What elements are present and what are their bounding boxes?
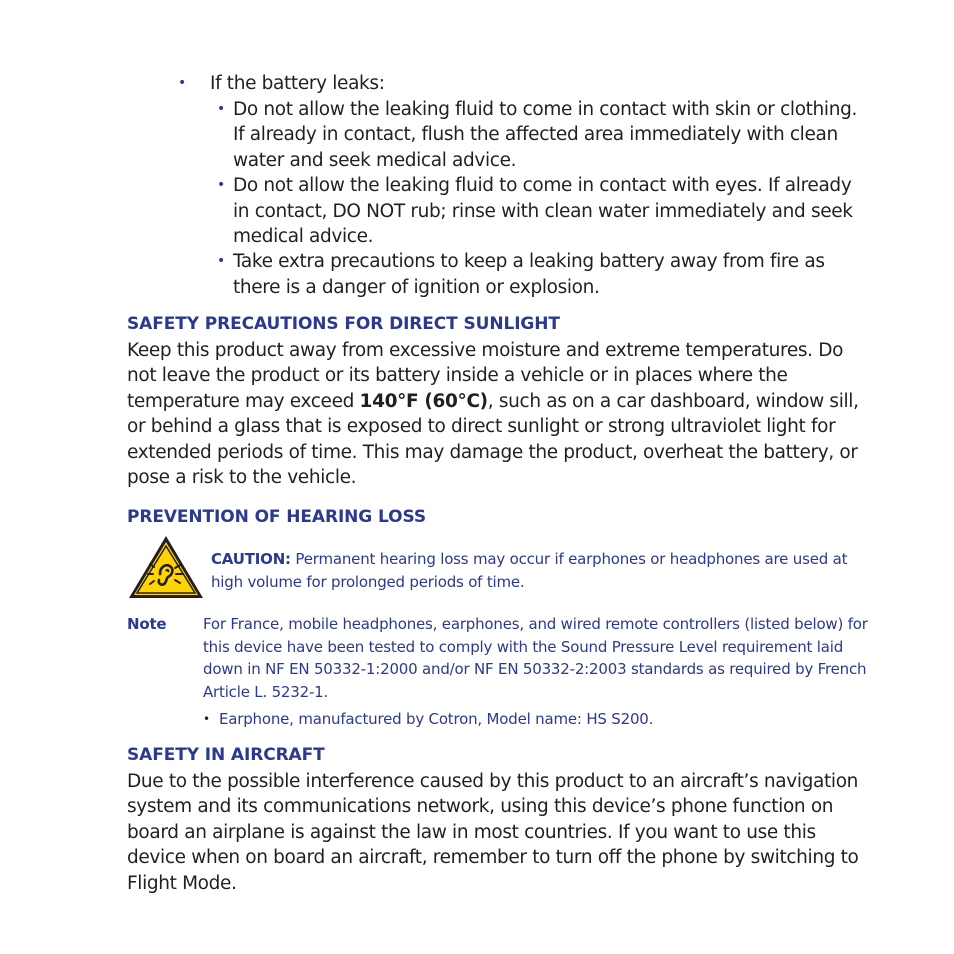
section-heading-hearing: PREVENTION OF HEARING LOSS bbox=[127, 507, 426, 527]
list-item bbox=[217, 173, 867, 249]
note-text: For France, mobile headphones, earphones, and wired remote controllers (listed below) for this device have been tested to comply with the Sound Pressure Level requirement laid down in NF EN 50332-1:2000 and/or NF EN 50332-2:2003 standards as required by French Article L. 5232-1. bbox=[203, 615, 868, 701]
sunlight-paragraph bbox=[127, 338, 872, 490]
bullet-dot: • bbox=[203, 712, 210, 726]
temperature-emphasis: 140°F (60°C) bbox=[359, 390, 488, 412]
bullet-dot: • bbox=[178, 75, 186, 91]
battery-intro: If the battery leaks: bbox=[210, 73, 385, 94]
section-heading-sunlight: SAFETY PRECAUTIONS FOR DIRECT SUNLIGHT bbox=[127, 314, 560, 334]
sunlight-text-before: Keep this product away from excessive moisture and extreme temperatures. Do not leave the product or its battery inside a vehicle or in places where the temperature may exceed bbox=[127, 340, 844, 412]
list-item bbox=[217, 249, 867, 300]
battery-item-text: Take extra precautions to keep a leaking battery away from fire as there is a danger of ignition or explosion. bbox=[233, 251, 825, 298]
aircraft-paragraph: Due to the possible interference caused by this product to an aircraft’s navigation system and its communications network, using this device’s phone function on board an airplane is against the law in most countries. If you want to use this device when on board an aircraft, remember to turn off the phone by switching to Flight Mode. bbox=[127, 771, 859, 894]
bullet-dot: • bbox=[217, 177, 225, 194]
caution-body: Permanent hearing loss may occur if earphones or headphones are used at high volume for prolonged periods of time. bbox=[211, 550, 848, 591]
note-label bbox=[127, 613, 166, 636]
caution-label: CAUTION: bbox=[211, 550, 291, 568]
battery-item-text: Do not allow the leaking fluid to come in contact with skin or clothing. If already in contact, flush the affected area immediately with clean water and seek medical advice. bbox=[233, 99, 858, 171]
note-list-item bbox=[203, 708, 843, 731]
section-heading-aircraft: SAFETY IN AIRCRAFT bbox=[127, 745, 325, 765]
note-item-text: Earphone, manufactured by Cotron, Model name: HS S200. bbox=[219, 710, 654, 728]
bullet-dot: • bbox=[217, 101, 225, 117]
list-item bbox=[217, 97, 867, 173]
sunlight-text-after: , such as on a car dashboard, window sill, or behind a glass that is exposed to direct sunlight or strong ultraviolet light for extended periods of time. This may damage the product, overheat the battery, or pose a risk to the vehicle. bbox=[127, 390, 859, 489]
caution-text bbox=[211, 548, 851, 593]
battery-list bbox=[217, 97, 867, 300]
battery-item-text: Do not allow the leaking fluid to come in contact with eyes. If already in contact, DO NOT rub; rinse with clean water immediately and seek medical advice. bbox=[233, 175, 853, 248]
bullet-dot: • bbox=[217, 253, 225, 270]
hearing-warning-icon bbox=[127, 534, 205, 600]
note-label-text: Note bbox=[127, 615, 167, 633]
